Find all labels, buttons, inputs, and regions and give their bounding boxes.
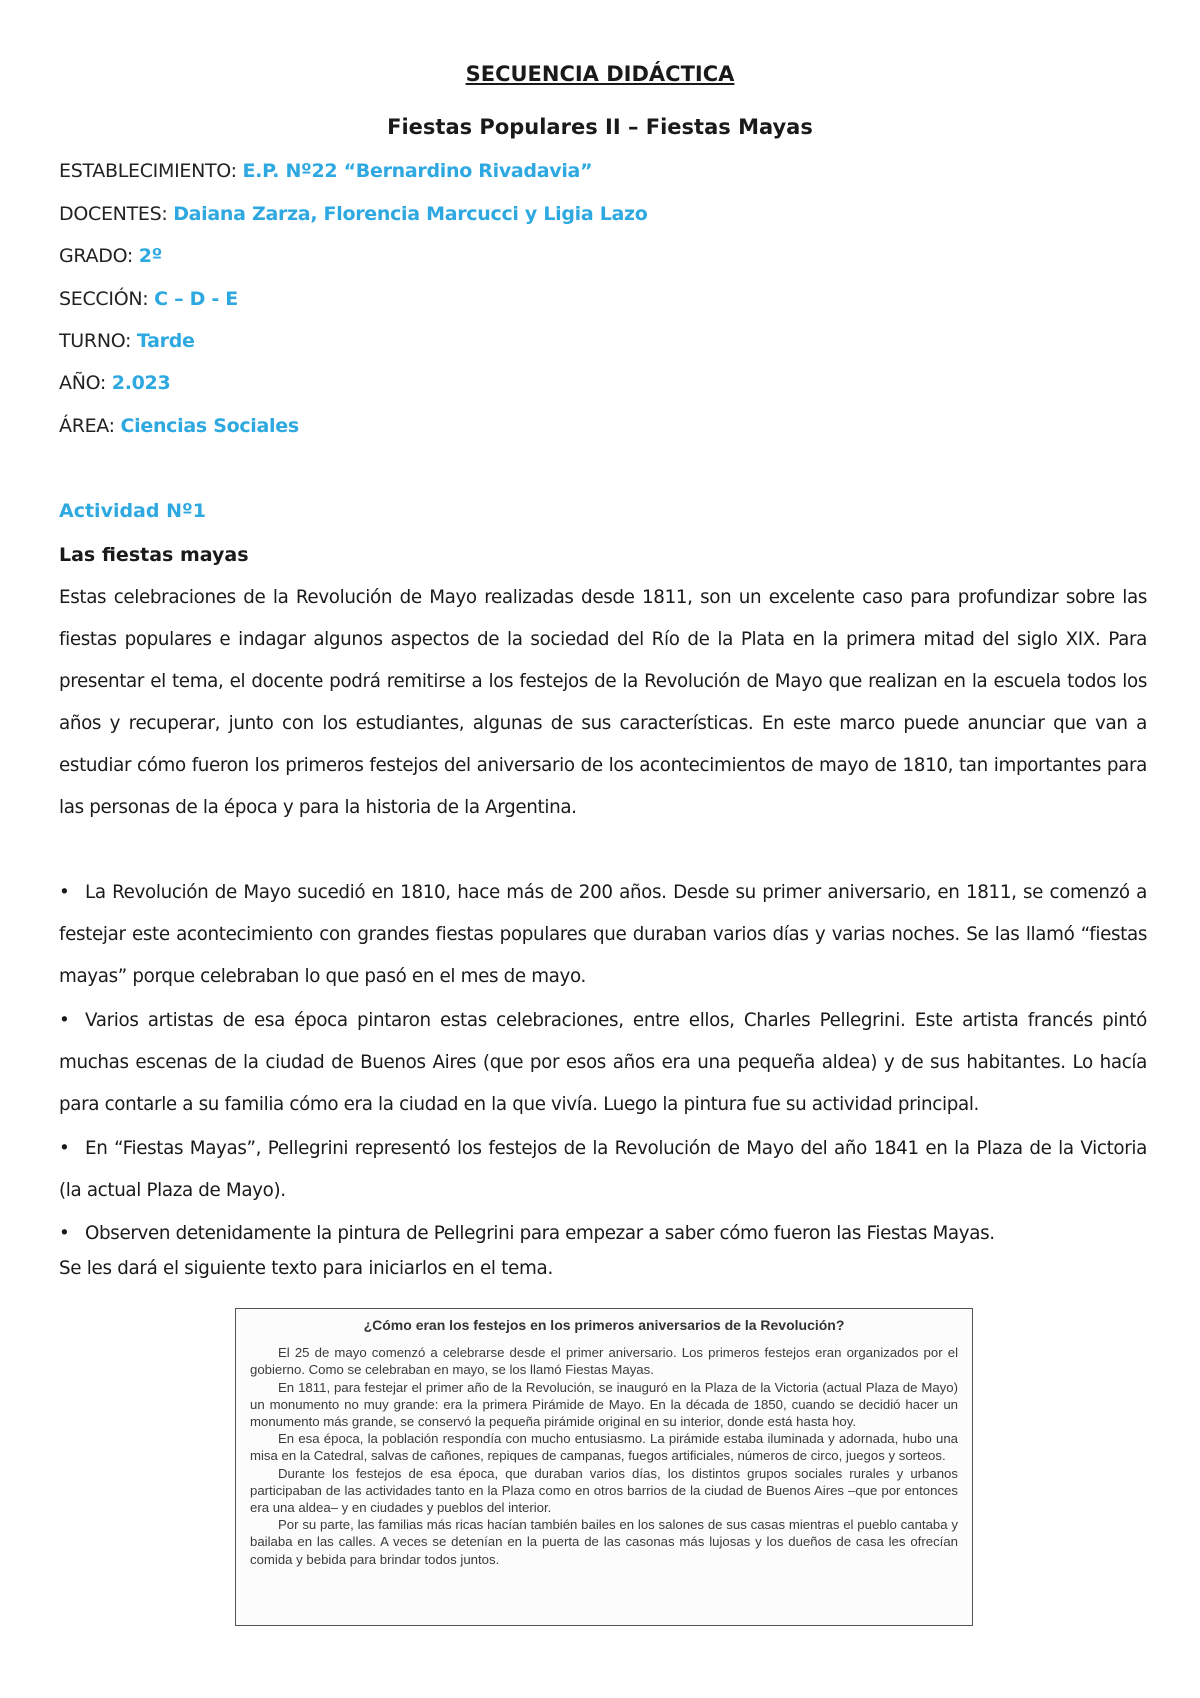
closing-sentence: Se les dará el siguiente texto para iniciarlos en el tema. <box>59 1258 553 1279</box>
field-label: AÑO: <box>59 372 112 394</box>
activity-heading: Actividad Nº1 <box>59 500 206 522</box>
field-docentes <box>59 203 648 225</box>
bullet-symbol: • <box>59 882 70 903</box>
reading-paragraph: En 1811, para festejar el primer año de la Revolución, se inauguró en la Plaza de la Victoria (actual Plaza de Mayo) un monumento no muy grande: era la primera Pirámide de Mayo. En la década de 1850, cuando se decidió hacer un monumento más grande, se conservó la pequeña pirámide original en su interior, donde está hasta hoy. <box>250 1379 958 1430</box>
field-label: DOCENTES: <box>59 203 174 225</box>
field-value: E.P. Nº22 “Bernardino Rivadavia” <box>242 160 593 182</box>
reading-paragraph: Por su parte, las familias más ricas hacían también bailes en los salones de sus casas mientras el pueblo cantaba y bailaba en las calles. A veces se detenían en la puerta de las casonas más lujosas y los dueños de casa les ofrecían comida y bebida para brindar todos juntos. <box>250 1517 958 1567</box>
reading-paragraph: Durante los festejos de esa época, que duraban varios días, los distintos grupos sociales rurales y urbanos participaban de las actividades tanto en la Plaza como en otros barrios de la ciudad de Buenos Aires –que por entonces era una aldea– y en ciudades y pueblos del interior. <box>250 1465 958 1516</box>
field-value: Ciencias Sociales <box>120 415 299 437</box>
document-subtitle: Fiestas Populares II – Fiestas Mayas <box>387 115 813 139</box>
field-label: TURNO: <box>59 330 137 352</box>
field-anio <box>59 372 170 394</box>
reading-paragraph: En esa época, la población respondía con mucho entusiasmo. La pirámide estaba iluminada y adornada, hubo una misa en la Catedral, salvas de cañones, repiques de campanas, fuegos artificiales, números de circo, juegos y sorteos. <box>250 1431 958 1464</box>
bullet-item <box>59 1213 1147 1255</box>
field-value: 2.023 <box>111 372 171 394</box>
reading-paragraph: El 25 de mayo comenzó a celebrarse desde el primer aniversario. Los primeros festejos eran organizados por el gobierno. Como se celebraban en mayo, se los llamó Fiestas Mayas. <box>250 1345 958 1378</box>
reading-box <box>235 1308 973 1626</box>
section-title: Las fiestas mayas <box>59 544 249 566</box>
field-area <box>59 415 299 437</box>
field-value: Tarde <box>136 330 195 352</box>
bullet-text: En “Fiestas Mayas”, Pellegrini representó los festejos de la Revolución de Mayo del año 1841 en la Plaza de la Victoria (la actual Plaza de Mayo). <box>59 1138 1147 1201</box>
bullet-text: Varios artistas de esa época pintaron estas celebraciones, entre ellos, Charles Pellegrini. Este artista francés pintó muchas escenas de la ciudad de Buenos Aires (que por esos años era una pequeña aldea) y de sus habitantes. Lo hacía para contarle a su familia cómo era la ciudad en la que vivía. Luego la pintura fue su actividad principal. <box>59 1010 1147 1115</box>
reading-title: ¿Cómo eran los festejos en los primeros aniversarios de la Revolución? <box>363 1317 845 1333</box>
field-value: C – D - E <box>154 288 238 310</box>
field-value: 2º <box>138 245 163 267</box>
field-label: ÁREA: <box>59 415 121 437</box>
field-label: ESTABLECIMIENTO: <box>59 160 243 182</box>
bullet-symbol: • <box>59 1010 70 1031</box>
bullet-text: La Revolución de Mayo sucedió en 1810, hace más de 200 años. Desde su primer aniversario, en 1811, se comenzó a festejar este acontecimiento con grandes fiestas populares que duraban varios días y varias noches. Se las llamó “fiestas mayas” porque celebraban lo que pasó en el mes de mayo. <box>59 882 1147 987</box>
field-grado <box>59 245 162 267</box>
field-turno <box>59 330 195 352</box>
field-label: SECCIÓN: <box>59 288 155 310</box>
bullet-item <box>59 1128 1147 1212</box>
bullet-symbol: • <box>59 1138 70 1159</box>
bullet-item <box>59 872 1147 998</box>
bullet-symbol: • <box>59 1223 70 1244</box>
field-label: GRADO: <box>59 245 139 267</box>
field-seccion <box>59 288 238 310</box>
intro-paragraph: Estas celebraciones de la Revolución de Mayo realizadas desde 1811, son un excelente caso para profundizar sobre las fiestas populares e indagar algunos aspectos de la sociedad del Río de la Plata en la primera mitad del siglo XIX. Para presentar el tema, el docente podrá remitirse a los festejos de la Revolución de Mayo que realizan en la escuela todos los años y recuperar, junto con los estudiantes, algunas de sus características. En este marco puede anunciar que van a estudiar cómo fueron los primeros festejos del aniversario de los acontecimientos de mayo de 1810, tan importantes para las personas de la época y para la historia de la Argentina. <box>59 587 1147 818</box>
field-value: Daiana Zarza, Florencia Marcucci y Ligia Lazo <box>173 203 648 225</box>
bullet-item <box>59 1000 1147 1126</box>
document-title: SECUENCIA DIDÁCTICA <box>465 62 735 86</box>
field-establecimiento <box>59 160 592 182</box>
bullet-text: Observen detenidamente la pintura de Pellegrini para empezar a saber cómo fueron las Fiestas Mayas. <box>85 1223 995 1244</box>
